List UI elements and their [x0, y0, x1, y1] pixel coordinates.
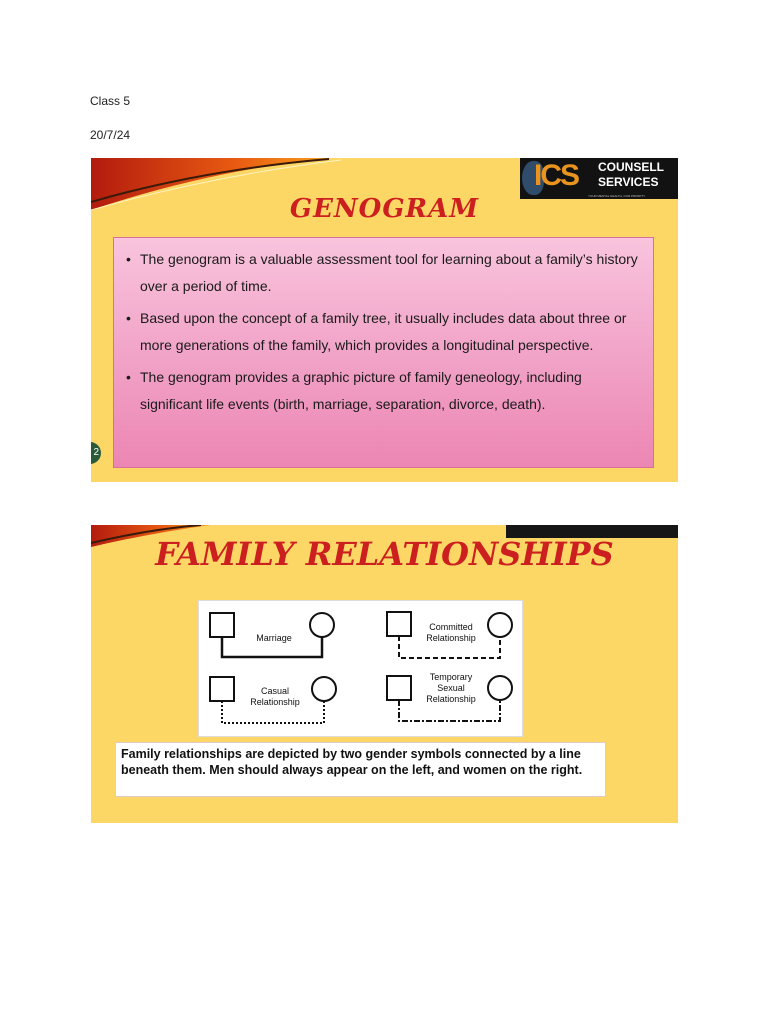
slide-number-badge: 2 — [91, 442, 101, 464]
label-committed-2: Relationship — [426, 633, 476, 643]
male-square-casual — [210, 677, 234, 701]
female-circle-temporary — [488, 676, 512, 700]
relationship-diagram — [198, 600, 523, 737]
logo-text-line2: SERVICES — [598, 175, 659, 189]
doc-date: 20/7/24 — [90, 128, 131, 142]
female-circle-marriage — [310, 613, 334, 637]
bullet-item: • The genogram provides a graphic picture of family geneology, including significant life events (birth, marriage, separation, divorce, death). — [126, 364, 641, 418]
caption-box — [115, 742, 606, 797]
slide-title: GENOGRAM — [289, 194, 480, 224]
doc-class-label: Class 5 — [90, 94, 131, 108]
caption-text: Family relationships are depicted by two gender symbols connected by a line beneath them. Men should always appear on the left, and women on the right. — [121, 747, 583, 777]
label-temporary-3: Relationship — [426, 694, 476, 704]
male-square-marriage — [210, 613, 234, 637]
label-casual-1: Casual — [260, 686, 290, 696]
female-circle-committed — [488, 613, 512, 637]
label-temporary-1: Temporary — [429, 672, 473, 682]
genogram-slide — [91, 158, 678, 482]
bullet-item: • Based upon the concept of a family tree, it usually includes data about three or more generations of the family, which provides a longitudinal perspective. — [126, 305, 641, 359]
label-casual-2: Relationship — [250, 697, 300, 707]
logo-mark: ICS — [534, 159, 579, 192]
male-square-temporary — [387, 676, 411, 700]
label-committed-1: Committed — [429, 622, 473, 632]
bullet-box — [113, 237, 654, 468]
bullet-item: • The genogram is a valuable assessment tool for learning about a family’s history over a period of time. — [126, 246, 641, 300]
slide-title: FAMILY RELATIONSHIPS — [155, 535, 614, 573]
female-circle-casual — [312, 677, 336, 701]
male-square-committed — [387, 612, 411, 636]
logo-text-line1: COUNSELL — [598, 160, 664, 174]
label-temporary-2: Sexual — [437, 683, 465, 693]
logo-tagline: YOUR MENTAL HEALTH, OUR PRIORITY — [588, 194, 646, 198]
ics-logo — [520, 158, 678, 199]
family-relationships-slide — [91, 525, 678, 823]
label-marriage: Marriage — [256, 633, 292, 643]
